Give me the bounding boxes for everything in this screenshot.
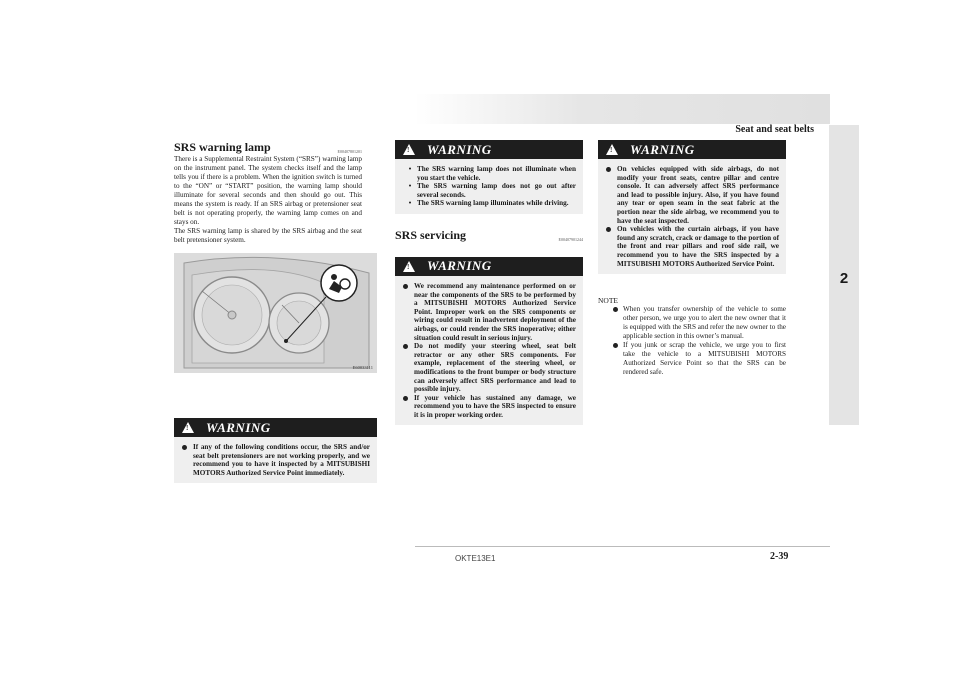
warning-label: WARNING (630, 141, 695, 157)
warning-item: We recommend any maintenance performed on or near the components of the SRS to be performed by a MITSUBISHI MOTORS Authorized Service Point. Improper work on the SRS components or wiring could result in inadvertent deployment of the airbags, or could render the SRS inoperative; either situation could result in serious injury. (403, 282, 576, 342)
note-item: When you transfer ownership of the vehicle to some other person, we urge you to alert the new owner that it is equipped with the SRS and refer the new owner to the applicable section in this owner’s manual. (598, 305, 786, 341)
header-title: Seat and seat belts (735, 124, 814, 135)
warning-item: On vehicles with the curtain airbags, if you have found any scratch, crack or damage to the portion of the front and rear pillars and roof side rail, we recommend you to have the SRS inspected by a MITSUBISHI MOTORS Authorized Service Point. (606, 225, 779, 268)
column-3 (598, 140, 786, 377)
warning-item: On vehicles equipped with side airbags, do not modify your front seats, centre pillar and centre console. It can adversely affect SRS performance and lead to possible injury. Also, if you have found any tear or open seam in the seat fabric at the portion near the side airbag, we recommend you to have the seat inspected. (606, 165, 779, 225)
footer-divider (415, 546, 830, 547)
chapter-number: 2 (839, 270, 849, 287)
bullet-icon (606, 167, 611, 172)
warning-label: WARNING (206, 419, 271, 435)
section-heading-srs-servicing: SRS servicing E00407901244 (395, 227, 583, 242)
paragraph: There is a Supplemental Restraint System (“SRS”) warning lamp on the instrument panel. The system checks itself and the lamp tells you if there is a problem. When the ignition switch is turned to the “ON” or “START” position, the warning lamp should illuminate for several seconds and then should go out. This means the system is ready. If an SRS airbag or pretensioner seat belt is not operating properly, the warning lamp comes on and stays on. (174, 155, 362, 226)
warning-item: Do not modify your steering wheel, seat belt retractor or any other SRS components. For example, replacement of the steering wheel, or modifications to the front bumper or body structure can adversely affect SRS performance and lead to possible injury. (403, 342, 576, 394)
note-item: If you junk or scrap the vehicle, we urge you to first take the vehicle to a MITSUBISHI MOTORS Authorized Service Point so that the SRS can be rendered safe. (598, 341, 786, 377)
bullet-icon (403, 396, 408, 401)
column-1 (174, 140, 373, 483)
warning-item: • The SRS warning lamp does not illuminate when you start the vehicle. (408, 165, 576, 182)
warning-triangle-icon: ! (403, 261, 415, 272)
warning-item: If your vehicle has sustained any damage, we recommend you to have the SRS inspected to ensure it is in proper working order. (403, 394, 576, 420)
warning-header (395, 257, 583, 276)
warning-item: If any of the following conditions occur, the SRS and/or seat belt pretensioners are not working properly, and we recommend you to have it inspected by a MITSUBISHI MOTORS Authorized Service Point immediately. (182, 443, 370, 477)
figure-code: E60033111 (352, 365, 373, 370)
paragraph: The SRS warning lamp is shared by the SRS airbag and the seat belt pretensioner system. (174, 227, 362, 244)
warning-header (174, 418, 377, 437)
warning-box (395, 140, 583, 214)
warning-header (395, 140, 583, 159)
instrument-panel-illustration (174, 253, 377, 373)
warning-label: WARNING (427, 141, 492, 157)
warning-triangle-icon: ! (182, 422, 194, 433)
warning-triangle-icon: ! (606, 144, 618, 155)
warning-box (395, 257, 583, 426)
bullet-icon (403, 284, 408, 289)
bullet-icon (182, 445, 187, 450)
column-2 (395, 140, 583, 425)
section-heading-srs-warning-lamp: SRS warning lamp E00407801201 (174, 140, 362, 154)
instrument-panel-figure (174, 253, 377, 373)
warning-item: • The SRS warning lamp does not go out after several seconds. (408, 182, 576, 199)
footer-code: OKTE13E1 (455, 554, 496, 563)
note-section (598, 296, 786, 377)
warning-box (174, 418, 377, 483)
bullet-icon (613, 307, 618, 312)
note-label: NOTE (598, 296, 618, 306)
bullet-icon (403, 344, 408, 349)
bullet-icon (613, 343, 618, 348)
warning-triangle-icon: ! (403, 144, 415, 155)
warning-item: • The SRS warning lamp illuminates while driving. (408, 199, 569, 208)
warning-header (598, 140, 786, 159)
warning-label: WARNING (427, 258, 492, 274)
bullet-icon (606, 227, 611, 232)
header-band (415, 94, 830, 124)
section-code: E00407901244 (558, 236, 583, 242)
section-code: E00407801201 (337, 149, 362, 154)
warning-box (598, 140, 786, 274)
page-number: 2-39 (770, 551, 789, 562)
